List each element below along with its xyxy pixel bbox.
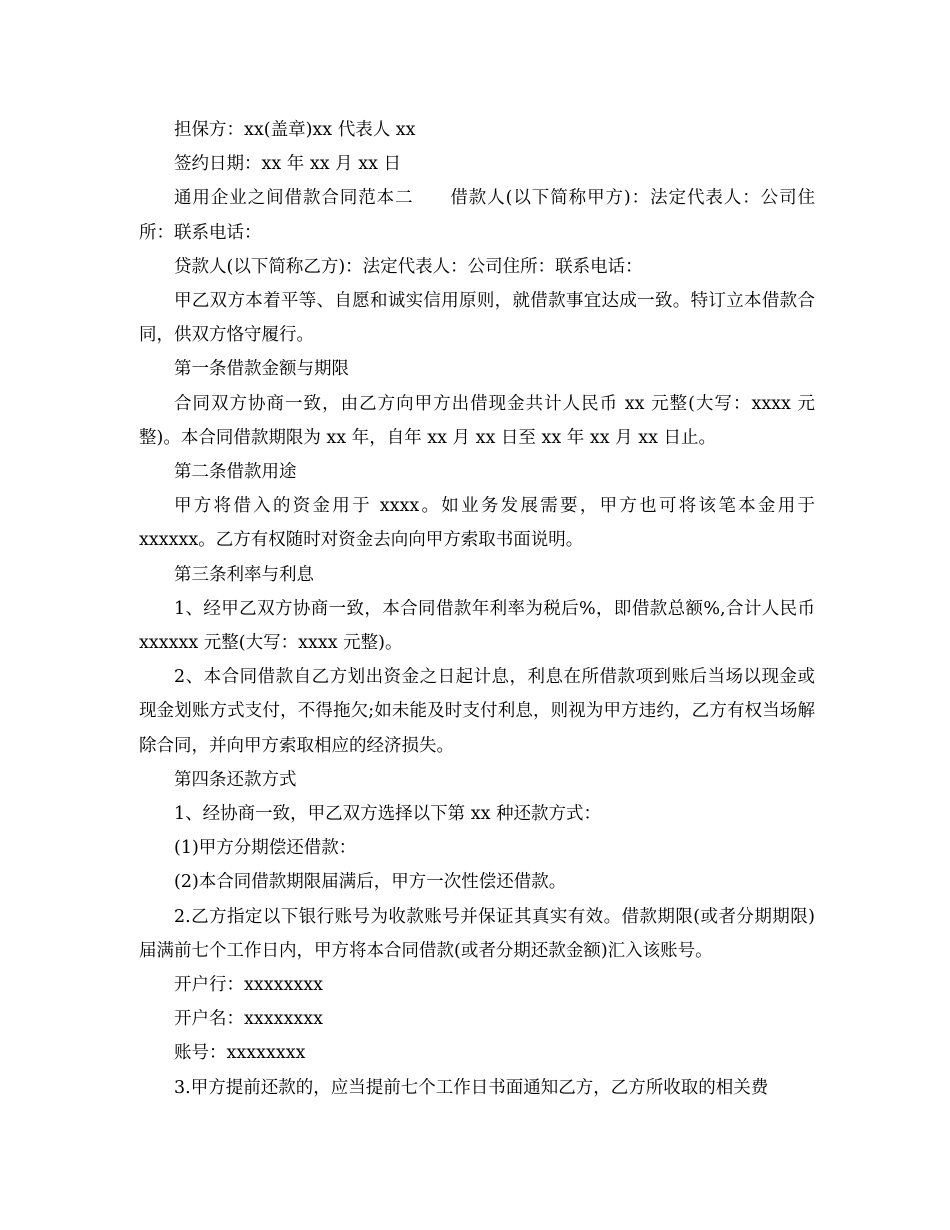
article-4-clause-2: 2.乙方指定以下银行账号为收款账号并保证其真实有效。借款期限(或者分期期限)届满前七个工作日内，甲方将本合同借款(或者分期还款金额)汇入该账号。 xyxy=(139,906,815,961)
guarantor-line: 担保方：xx(盖章)xx 代表人 xx xyxy=(174,120,416,140)
account-name-line: 开户名：xxxxxxxx xyxy=(174,1009,323,1030)
article-2-paragraph: 甲方将借入的资金用于 xxxx。如业务发展需要，甲方也可将该笔本金用于 xxxxxx。乙方有权随时对资金去向向甲方索取书面说明。 xyxy=(139,496,815,551)
signing-date-line: 签约日期：xx 年 xx 月 xx 日 xyxy=(174,154,402,175)
account-number-line: 账号：xxxxxxxx xyxy=(174,1043,306,1064)
template-title-borrower-line: 通用企业之间借款合同范本二 借款人(以下简称甲方)：法定代表人：公司住所：联系电话： xyxy=(139,188,815,243)
article-4-heading: 第四条还款方式 xyxy=(174,769,297,790)
article-4-option-1: (1)甲方分期偿还借款： xyxy=(174,838,357,859)
preamble-paragraph: 甲乙双方本着平等、自愿和诚实信用原则，就借款事宜达成一致。特订立本借款合同，供双方恪守履行。 xyxy=(139,291,815,346)
article-2-heading: 第二条借款用途 xyxy=(174,462,297,483)
bank-name-line: 开户行：xxxxxxxx xyxy=(174,975,323,996)
article-4-option-2: (2)本合同借款期限届满后，甲方一次性偿还借款。 xyxy=(174,872,567,893)
article-4-clause-3: 3.甲方提前还款的，应当提前七个工作日书面通知乙方，乙方所收取的相关费 xyxy=(174,1077,769,1098)
document-body xyxy=(139,113,815,1105)
article-1-heading: 第一条借款金额与期限 xyxy=(174,359,349,380)
article-1-paragraph: 合同双方协商一致，由乙方向甲方出借现金共计人民币 xx 元整(大写：xxxx 元整)。本合同借款期限为 xx 年，自年 xx 月 xx 日至 xx 年 xx 月 xx 日止。 xyxy=(139,393,815,448)
article-4-clause-1: 1、经协商一致，甲乙双方选择以下第 xx 种还款方式： xyxy=(174,804,601,825)
article-3-clause-2: 2、本合同借款自乙方划出资金之日起计息，利息在所借款项到账后当场以现金或现金划账方式支付，不得拖欠;如未能及时支付利息，则视为甲方违约，乙方有权当场解除合同，并向甲方索取相应的经济损失。 xyxy=(139,667,815,756)
article-3-clause-1: 1、经甲乙双方协商一致，本合同借款年利率为税后%，即借款总额%,合计人民币 xxxxxx 元整(大写：xxxx 元整)。 xyxy=(139,598,815,654)
lender-line: 贷款人(以下简称乙方)：法定代表人：公司住所：联系电话： xyxy=(174,256,643,277)
article-3-heading: 第三条利率与利息 xyxy=(174,564,314,585)
